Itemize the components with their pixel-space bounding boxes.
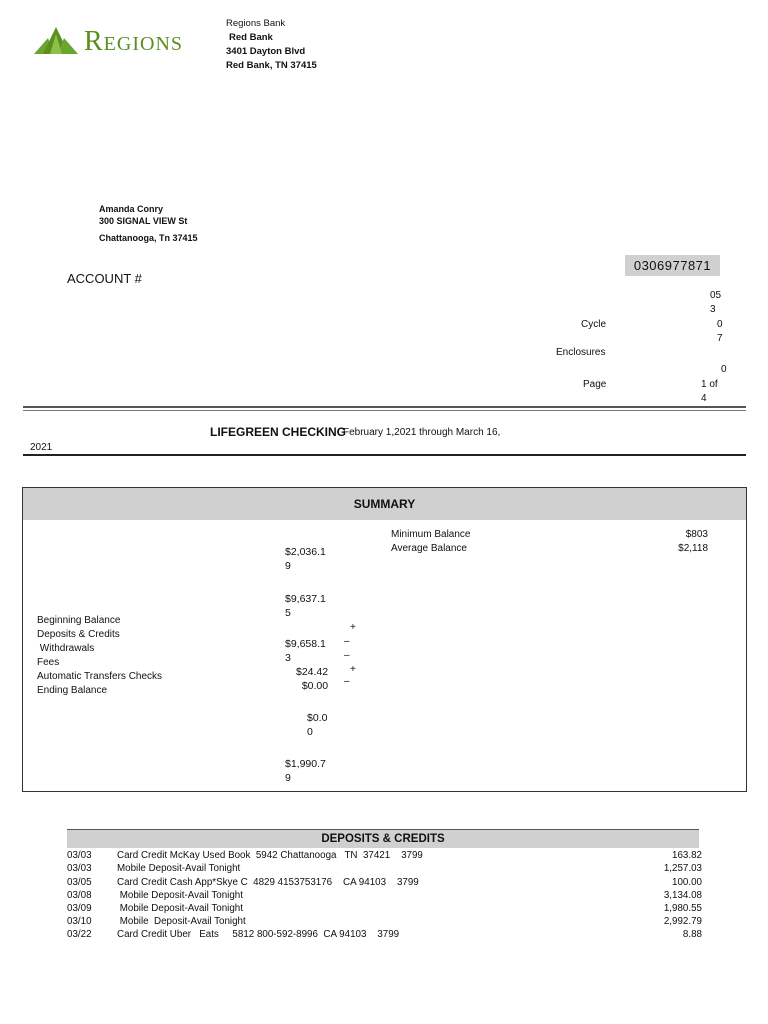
product-name: LIFEGREEN CHECKING (210, 425, 347, 439)
deposit-date: 03/08 (67, 890, 92, 901)
divider-product (23, 454, 746, 456)
bank-name: Regions Bank (226, 18, 286, 29)
customer-address (99, 202, 198, 246)
bank-city: Red Bank, TN 37415 (226, 60, 317, 71)
deposit-description: Mobile Deposit-Avail Tonight (117, 903, 243, 914)
regions-logo (34, 22, 214, 62)
meta-value-2: 3 (710, 304, 716, 315)
table-row (67, 890, 702, 903)
fees-transfers-amount: $24.42 $0.00 (296, 666, 329, 692)
customer-street: 300 SIGNAL VIEW St (99, 216, 188, 226)
checks-amount: $0.0 0 (307, 712, 328, 738)
deposit-amount: 2,992.79 (663, 916, 702, 927)
ending-balance-amount: $1,990.7 9 (285, 758, 326, 784)
deposit-amount: 3,134.08 (663, 890, 702, 901)
meta-value-5: 0 (721, 364, 727, 375)
table-row (67, 929, 702, 942)
deposit-date: 03/03 (67, 863, 92, 874)
deposit-date: 03/10 (67, 916, 92, 927)
deposit-date: 03/09 (67, 903, 92, 914)
plus-sign-2: + (350, 664, 356, 675)
deposit-date: 03/22 (67, 929, 92, 940)
minimum-balance-value: $803 (685, 529, 708, 540)
minus-sign-2: – (344, 650, 350, 661)
table-row (67, 903, 702, 916)
bank-street: 3401 Dayton Blvd (226, 46, 306, 57)
bank-branch: Red Bank (229, 32, 273, 43)
deposit-amount: 163.82 (672, 850, 702, 861)
customer-city: Chattanooga, Tn 37415 (99, 233, 198, 243)
fees-label: Fees (37, 657, 60, 668)
minus-sign-3: – (344, 676, 350, 687)
meta-value-3: 0 (717, 319, 723, 330)
deposits-credits-label: Deposits & Credits (37, 629, 120, 640)
deposit-amount: 1,257.03 (663, 863, 702, 874)
deposits-credits-amount: $9,637.1 5 (285, 593, 326, 619)
deposit-amount: 8.88 (682, 929, 702, 940)
average-balance-value: $2,118 (678, 543, 708, 554)
meta-value-6: 1 of (701, 379, 718, 390)
enclosures-label: Enclosures (556, 347, 606, 358)
table-row (67, 850, 702, 863)
average-balance-label: Average Balance (391, 543, 467, 554)
customer-name: Amanda Conry (99, 204, 164, 214)
minimum-balance-label: Minimum Balance (391, 529, 471, 540)
deposit-description: Card Credit Uber Eats 5812 800-592-8996 CA 94103 3799 (117, 929, 400, 940)
divider-top (23, 406, 746, 408)
deposit-description: Card Credit Cash App*Skye C 4829 4153753176 CA 94103 3799 (117, 877, 419, 888)
statement-year: 2021 (30, 442, 53, 453)
minus-sign-1: – (344, 636, 350, 647)
deposit-description: Card Credit McKay Used Book 5942 Chattanooga TN 37421 3799 (117, 850, 423, 861)
regions-leaf-icon (34, 24, 78, 56)
meta-value-4: 7 (717, 333, 723, 344)
beginning-balance-amount: $2,036.1 9 (285, 546, 326, 572)
statement-period: February 1,2021 through March 16, (343, 427, 501, 438)
regions-logo-text: Regions (84, 26, 184, 57)
ending-balance-label: Ending Balance (37, 685, 108, 696)
deposit-description: Mobile Deposit-Avail Tonight (117, 916, 246, 927)
table-row (67, 877, 702, 890)
divider-top-thin (23, 410, 746, 411)
deposits-credits-title: DEPOSITS & CREDITS (67, 829, 699, 848)
meta-value-1: 05 (710, 290, 722, 301)
deposit-date: 03/03 (67, 850, 92, 861)
account-label: ACCOUNT # (67, 271, 142, 286)
table-row (67, 863, 702, 876)
meta-value-7: 4 (701, 393, 707, 404)
beginning-balance-label: Beginning Balance (37, 615, 121, 626)
cycle-label: Cycle (581, 319, 607, 330)
withdrawals-amount: $9,658.1 3 (285, 638, 326, 664)
summary-box (22, 487, 747, 792)
automatic-transfers-checks-label: Automatic Transfers Checks (37, 671, 163, 682)
account-number: 0306977871 (625, 255, 720, 276)
page-label: Page (583, 379, 607, 390)
deposit-description: Mobile Deposit-Avail Tonight (117, 890, 243, 901)
withdrawals-label: Withdrawals (37, 643, 95, 654)
bank-address (226, 17, 317, 73)
deposit-amount: 1,980.55 (663, 903, 702, 914)
table-row (67, 916, 702, 929)
deposit-description: Mobile Deposit-Avail Tonight (117, 863, 241, 874)
plus-sign-1: + (350, 622, 356, 633)
deposit-date: 03/05 (67, 877, 92, 888)
summary-title: SUMMARY (23, 488, 746, 520)
summary-labels (37, 614, 162, 698)
deposit-amount: 100.00 (672, 877, 702, 888)
